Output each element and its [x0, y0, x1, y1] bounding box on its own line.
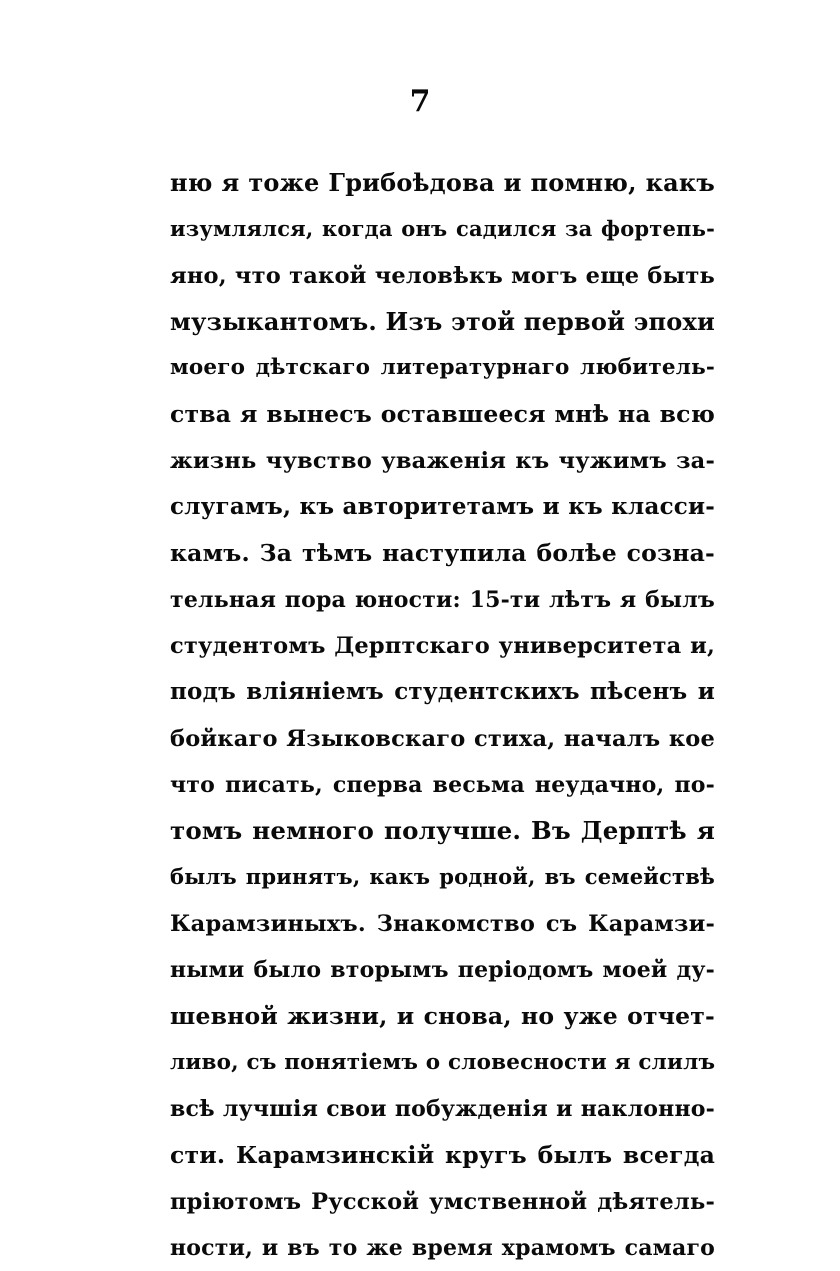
- text-line: музыкантомъ. Изъ этой первой эпохи: [170, 306, 715, 336]
- text-line: тельная пора юности: 15-ти лѣтъ я былъ: [170, 586, 715, 613]
- text-line: подъ вліяніемъ студентскихъ пѣсенъ и: [170, 678, 715, 706]
- text-line: Карамзиныхъ. Знакомство съ Карамзи-: [170, 910, 715, 937]
- text-line: яно, что такой человѣкъ могъ еще быть: [170, 262, 715, 289]
- text-line: всѣ лучшія свои побужденія и наклонно-: [170, 1095, 715, 1122]
- page-number: 7: [409, 84, 431, 119]
- text-line: ливо, съ понятіемъ о словесности я слилъ: [170, 1049, 716, 1075]
- text-line: пріютомъ Русской умственной дѣятель-: [170, 1188, 715, 1215]
- text-line: ства я вынесъ оставшееся мнѣ на всю: [170, 400, 715, 429]
- text-line: жизнь чувство уваженія къ чужимъ за-: [170, 447, 715, 474]
- text-line: былъ принятъ, какъ родной, въ семействѣ: [170, 864, 715, 890]
- text-line: ню я тоже Грибоѣдова и помню, какъ: [170, 168, 715, 197]
- text-line: томъ немного получше. Въ Дерптѣ я: [170, 816, 715, 846]
- text-line: моего дѣтскаго литературнаго любитель-: [170, 355, 715, 381]
- text-line: камъ. За тѣмъ наступила болѣе созна-: [170, 539, 715, 568]
- text-line: студентомъ Дерптскаго университета и,: [170, 632, 715, 659]
- text-line: слугамъ, къ авторитетамъ и къ класси-: [170, 493, 715, 521]
- text-line: бойкаго Языковскаго стиха, началъ кое: [170, 725, 715, 752]
- text-line: ными было вторымъ періодомъ моей ду-: [170, 957, 715, 984]
- text-line: шевной жизни, и снова, но уже отчет-: [170, 1002, 715, 1031]
- text-line: ности, и въ то же время храмомъ самаго: [170, 1234, 715, 1261]
- text-line: изумлялся, когда онъ садился за фортепь-: [170, 216, 715, 242]
- body-text: [170, 160, 715, 1271]
- text-line: что писать, сперва весьма неудачно, по-: [170, 771, 715, 798]
- text-line: сти. Карамзинскій кругъ былъ всегда: [170, 1141, 715, 1170]
